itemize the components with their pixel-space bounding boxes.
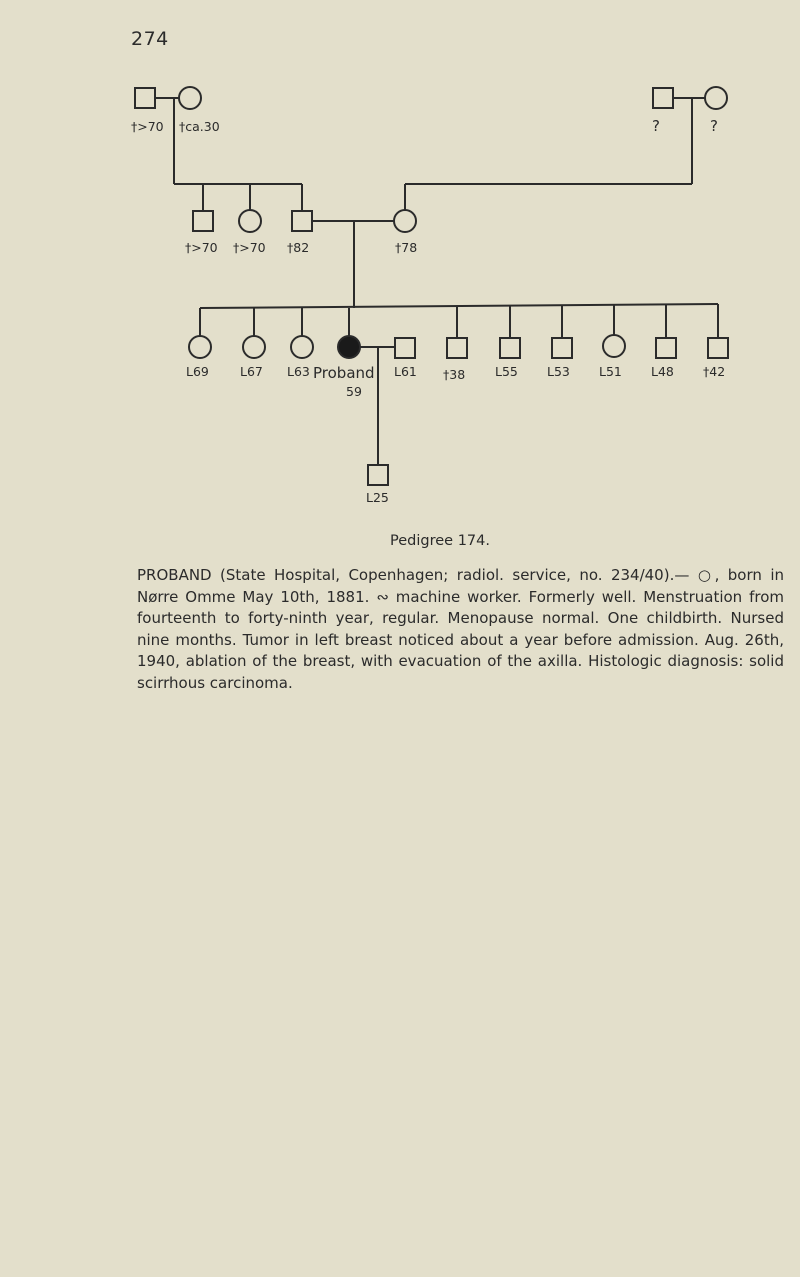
gen3-label-9: L51 (599, 364, 622, 379)
marriage-symbol-inline: ∾ (376, 587, 389, 606)
gen3-brother-1-symbol (447, 338, 467, 358)
gen3-sister-1-symbol (189, 336, 211, 358)
gen2-label-4: †78 (395, 240, 418, 255)
gen1-left-mother-symbol (179, 87, 201, 109)
proband-label: Proband (313, 364, 375, 382)
gen2-male-2-symbol (292, 211, 312, 231)
gen3-label-11: †42 (703, 364, 726, 379)
pedigree-chart (0, 0, 800, 520)
female-symbol-inline: ○ (697, 566, 715, 584)
gen3-label-5: L61 (394, 364, 417, 379)
proband-age-label: 59 (346, 384, 362, 399)
proband-spouse-symbol (395, 338, 415, 358)
gen1-right-mother-symbol (705, 87, 727, 109)
gen3-sister-2-symbol (243, 336, 265, 358)
gen2-label-2: †>70 (233, 240, 266, 255)
page-number: 274 (131, 28, 169, 50)
gen1-left-father-symbol (135, 88, 155, 108)
gen2-label-1: †>70 (185, 240, 218, 255)
gen3-label-6: †38 (443, 367, 466, 382)
gen3-brother-4-symbol (656, 338, 676, 358)
gen1-right-father-symbol (653, 88, 673, 108)
gen3-label-10: L48 (651, 364, 674, 379)
gen4-son-symbol (368, 465, 388, 485)
gen3-sister-3-symbol (291, 336, 313, 358)
gen3-brother-3-symbol (552, 338, 572, 358)
gen2-male-1-symbol (193, 211, 213, 231)
gen2-female-2-symbol (394, 210, 416, 232)
gen2-female-1-symbol (239, 210, 261, 232)
case-text-part3: machine worker. Formerly well. Menstruation from fourteenth to forty-ninth year, regular. Menopause normal. One childbirth. Nursed nine months. Tumor in left breast noticed about a year before admission. Aug. 26th, 1940, ablation of the breast, with evacuation of the axilla. Histologic diagnosis: solid scirrhous carcinoma. (137, 587, 784, 692)
gen3-label-2: L67 (240, 364, 263, 379)
gen1-right-mother-label: ? (710, 117, 718, 135)
gen3-sister-4-symbol (603, 335, 625, 357)
gen3-label-7: L55 (495, 364, 518, 379)
proband-symbol (338, 336, 360, 358)
gen1-right-father-label: ? (652, 117, 660, 135)
case-description (137, 565, 784, 694)
gen3-sibship-line (200, 304, 718, 308)
gen3-brother-5-symbol (708, 338, 728, 358)
case-text-part2: , born in Nørre Omme May 10th, 1881. (137, 566, 785, 606)
gen1-left-mother-label: †ca.30 (179, 119, 220, 134)
gen2-label-3: †82 (287, 240, 310, 255)
gen4-label-1: L25 (366, 490, 389, 505)
case-text-part1: PROBAND (State Hospital, Copenhagen; radiol. service, no. 234/40).— (137, 566, 690, 584)
gen3-label-1: L69 (186, 364, 209, 379)
pedigree-caption: Pedigree 174. (390, 533, 490, 549)
gen3-brother-2-symbol (500, 338, 520, 358)
gen3-label-8: L53 (547, 364, 570, 379)
gen1-left-father-label: †>70 (131, 119, 164, 134)
gen3-label-3: L63 (287, 364, 310, 379)
